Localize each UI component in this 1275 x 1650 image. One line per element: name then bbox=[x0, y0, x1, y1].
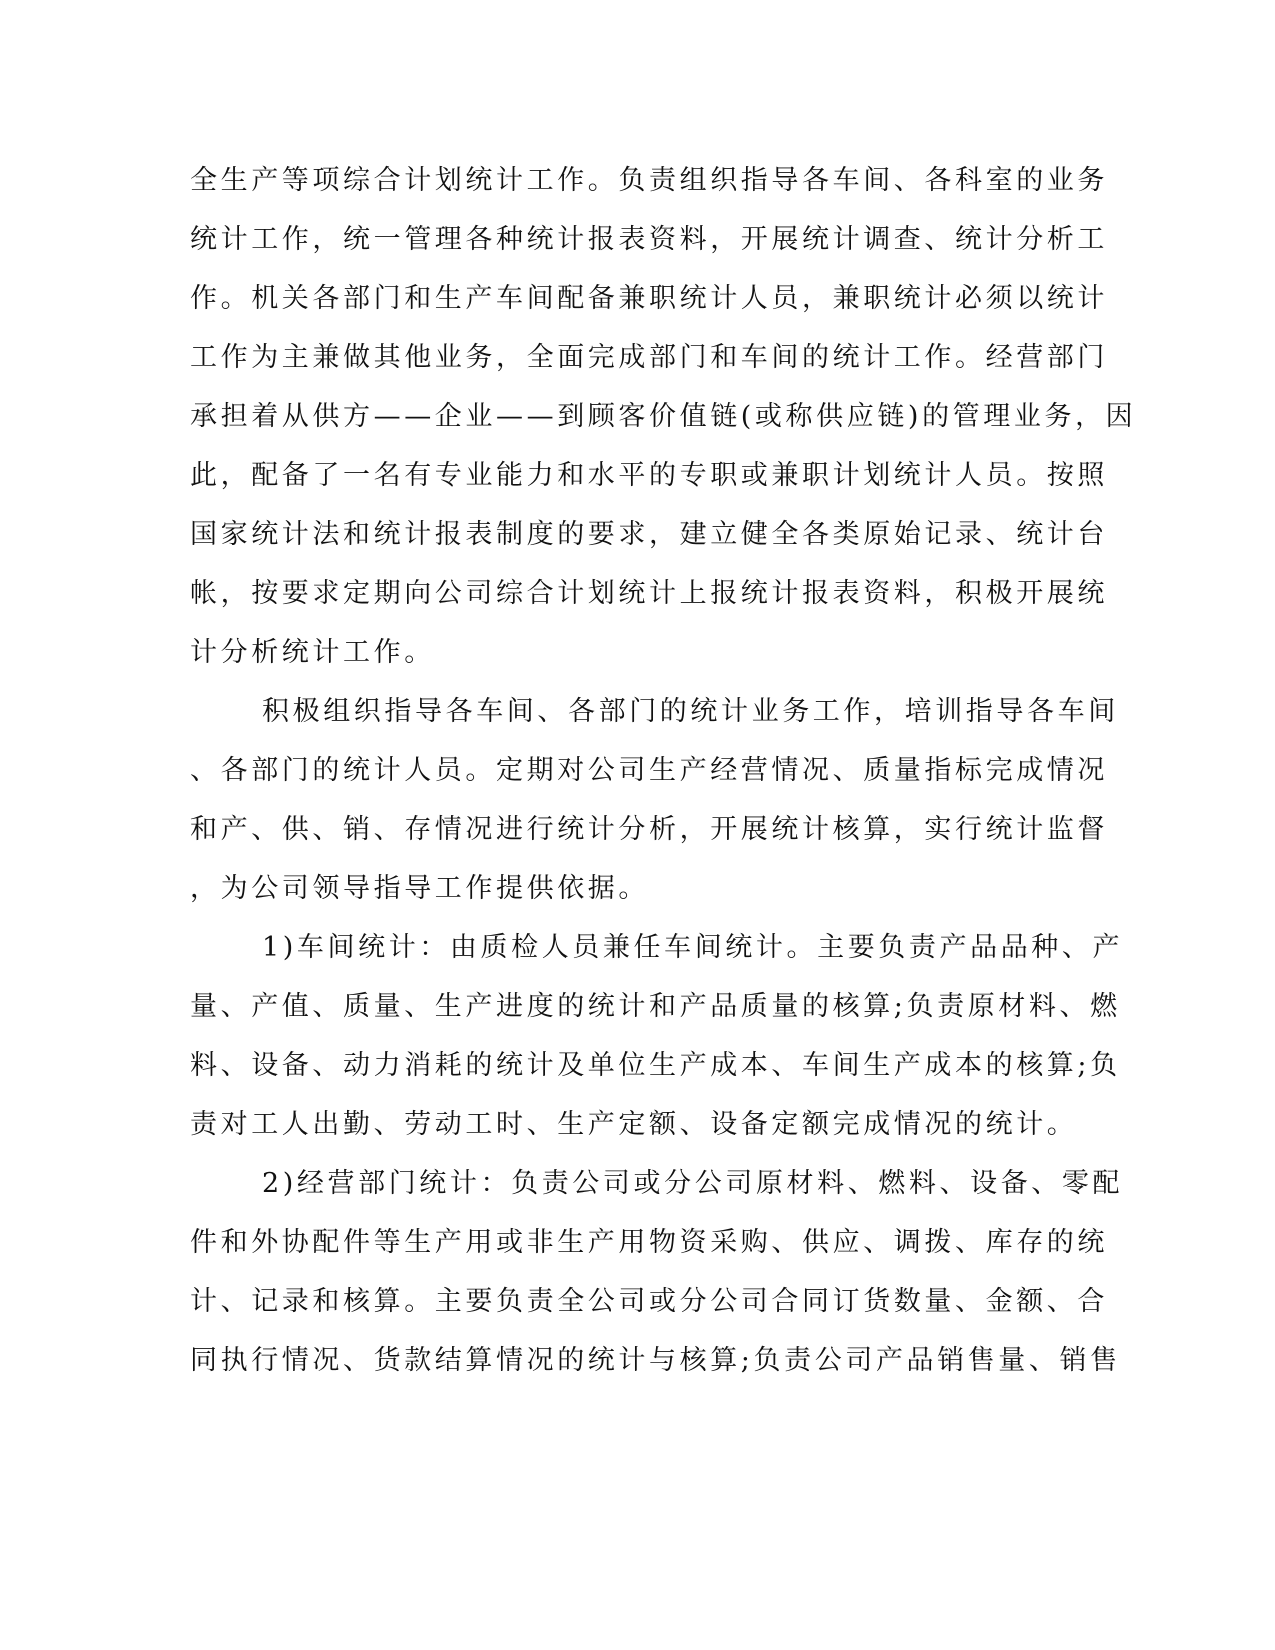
text-line: 计分析统计工作。 bbox=[190, 637, 435, 668]
text-line: 全生产等项综合计划统计工作。负责组织指导各车间、各科室的业务 bbox=[190, 165, 1108, 196]
text-line: 国家统计法和统计报表制度的要求，建立健全各类原始记录、统计台 bbox=[190, 519, 1108, 550]
text-line: 此，配备了一名有专业能力和水平的专职或兼职计划统计人员。按照 bbox=[190, 460, 1108, 491]
paragraph-first-line: 积极组织指导各车间、各部门的统计业务工作，培训指导各车间 bbox=[262, 696, 1119, 727]
text-line: 工作为主兼做其他业务，全面完成部门和车间的统计工作。经营部门 bbox=[190, 342, 1108, 373]
text-line: 同执行情况、货款结算情况的统计与核算;负责公司产品销售量、销售 bbox=[190, 1345, 1121, 1376]
text-line: 承担着从供方——企业——到顾客价值链(或称供应链)的管理业务，因 bbox=[190, 401, 1137, 432]
text-line: 件和外协配件等生产用或非生产用物资采购、供应、调拨、库存的统 bbox=[190, 1227, 1108, 1258]
text-line: 料、设备、动力消耗的统计及单位生产成本、车间生产成本的核算;负 bbox=[190, 1050, 1121, 1081]
text-line: ，为公司领导指导工作提供依据。 bbox=[190, 873, 649, 904]
paragraph-first-line: 2)经营部门统计：负责公司或分公司原材料、燃料、设备、零配 bbox=[262, 1168, 1124, 1199]
text-line: 帐，按要求定期向公司综合计划统计上报统计报表资料，积极开展统 bbox=[190, 578, 1108, 609]
text-line: 计、记录和核算。主要负责全公司或分公司合同订货数量、金额、合 bbox=[190, 1286, 1108, 1317]
text-line: 责对工人出勤、劳动工时、生产定额、设备定额完成情况的统计。 bbox=[190, 1109, 1078, 1140]
text-line: 和产、供、销、存情况进行统计分析，开展统计核算，实行统计监督 bbox=[190, 814, 1108, 845]
text-line: 作。机关各部门和生产车间配备兼职统计人员，兼职统计必须以统计 bbox=[190, 283, 1108, 314]
text-line: 、各部门的统计人员。定期对公司生产经营情况、质量指标完成情况 bbox=[190, 755, 1108, 786]
text-line: 量、产值、质量、生产进度的统计和产品质量的核算;负责原材料、燃 bbox=[190, 991, 1121, 1022]
paragraph-first-line: 1)车间统计：由质检人员兼任车间统计。主要负责产品品种、产 bbox=[262, 932, 1124, 963]
text-line: 统计工作，统一管理各种统计报表资料，开展统计调查、统计分析工 bbox=[190, 224, 1108, 255]
